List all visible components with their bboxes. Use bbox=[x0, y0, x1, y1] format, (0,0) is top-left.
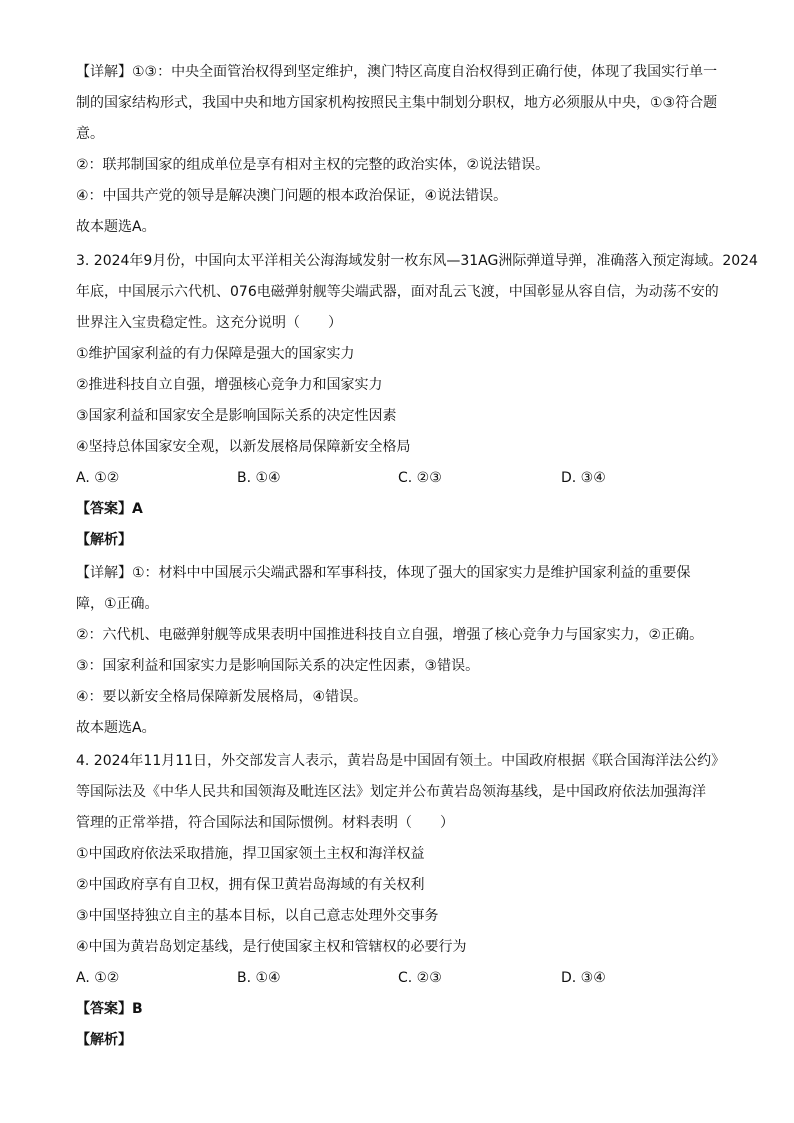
text-line: ③中国坚持独立自主的基本目标，以自己意志处理外交事务 bbox=[76, 908, 439, 924]
text-line: ④坚持总体国家安全观，以新发展格局保障新安全格局 bbox=[76, 439, 411, 455]
text-line: ④中国为黄岩岛划定基线，是行使国家主权和管辖权的必要行为 bbox=[76, 939, 467, 955]
text-line: 【详解】①③：中央全面管治权得到坚定维护，澳门特区高度自治权得到正确行使，体现了我国实行单一 bbox=[76, 64, 718, 80]
text-line: 等国际法及《中华人民共和国领海及毗连区法》划定并公布黄岩岛领海基线，是中国政府依法加强海洋 bbox=[76, 784, 706, 800]
q3-option-c: C. ②③ bbox=[398, 470, 442, 486]
q3-option-b: B. ①④ bbox=[237, 470, 281, 486]
text-line: ③：国家利益和国家实力是影响国际关系的决定性因素，③错误。 bbox=[76, 658, 480, 674]
q3-option-a: A. ①② bbox=[76, 470, 120, 486]
q4-option-d: D. ③④ bbox=[561, 970, 606, 986]
text-line: 【详解】①：材料中中国展示尖端武器和军事科技，体现了强大的国家实力是维护国家利益的重要保 bbox=[76, 565, 691, 581]
text-line: 故本题选A。 bbox=[76, 219, 156, 235]
q4-option-a: A. ①② bbox=[76, 970, 120, 986]
text-line: ④：中国共产党的领导是解决澳门问题的根本政治保证，④说法错误。 bbox=[76, 188, 508, 204]
text-line: 年底，中国展示六代机、076电磁弹射舰等尖端武器，面对乱云飞渡，中国彰显从容自信，为动荡不安的 bbox=[76, 284, 719, 300]
text-line: 障，①正确。 bbox=[76, 596, 159, 612]
q4-option-b: B. ①④ bbox=[237, 970, 281, 986]
text-line: 3. 2024年9月份，中国向太平洋相关公海海域发射一枚东风—31AG洲际弹道导弹，准确落入预定海域。2024 bbox=[76, 253, 758, 269]
text-line: 管理的正常举措，符合国际法和国际惯例。材料表明（ ） bbox=[76, 815, 454, 831]
text-line: ②中国政府享有自卫权，拥有保卫黄岩岛海域的有关权利 bbox=[76, 877, 425, 893]
text-line: 故本题选A。 bbox=[76, 720, 156, 736]
text-line: 世界注入宝贵稳定性。这充分说明（ ） bbox=[76, 315, 342, 331]
text-line: 【答案】B bbox=[76, 1001, 143, 1017]
text-line: 【解析】 bbox=[76, 532, 132, 548]
text-line: ③国家利益和国家安全是影响国际关系的决定性因素 bbox=[76, 408, 397, 424]
text-line: 制的国家结构形式，我国中央和地方国家机构按照民主集中制划分职权，地方必须服从中央，①③符合题 bbox=[76, 95, 718, 111]
text-line: 【解析】 bbox=[76, 1032, 132, 1048]
text-line: ①维护国家利益的有力保障是强大的国家实力 bbox=[76, 346, 355, 362]
text-line: ②：六代机、电磁弹射舰等成果表明中国推进科技自立自强，增强了核心竞争力与国家实力，②正确。 bbox=[76, 627, 704, 643]
text-line: ②推进科技自立自强，增强核心竞争力和国家实力 bbox=[76, 377, 383, 393]
text-line: 意。 bbox=[76, 126, 104, 142]
text-line: ②：联邦制国家的组成单位是享有相对主权的完整的政治实体，②说法错误。 bbox=[76, 157, 550, 173]
q3-option-d: D. ③④ bbox=[561, 470, 606, 486]
text-line: 4. 2024年11月11日，外交部发言人表示，黄岩岛是中国固有领土。中国政府根据《联合国海洋法公约》 bbox=[76, 753, 726, 769]
text-line: 【答案】A bbox=[76, 501, 143, 517]
q4-option-c: C. ②③ bbox=[398, 970, 442, 986]
text-line: ①中国政府依法采取措施，捍卫国家领土主权和海洋权益 bbox=[76, 846, 425, 862]
text-line: ④：要以新安全格局保障新发展格局，④错误。 bbox=[76, 689, 368, 705]
